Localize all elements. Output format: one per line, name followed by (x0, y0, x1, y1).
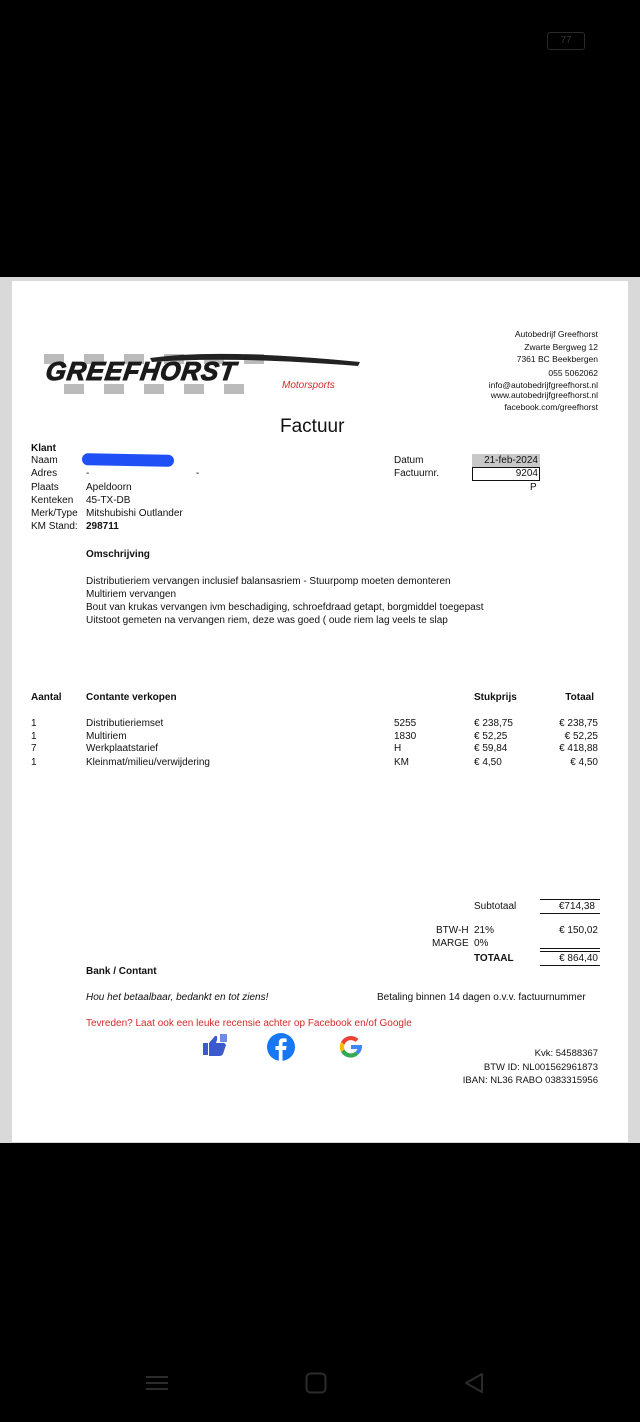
company-phone: 055 5062062 (548, 368, 598, 378)
kenteken-value: 45-TX-DB (86, 495, 131, 506)
row-description: Werkplaatstarief (86, 743, 159, 754)
company-name: Autobedrijf Greefhorst (514, 329, 598, 339)
klant-heading: Klant (31, 443, 56, 454)
redacted-name (82, 453, 174, 467)
row-totaal: € 418,88 (559, 743, 598, 754)
logo-subtext: Motorsports (282, 380, 335, 391)
label-merk: Merk/Type (31, 508, 78, 519)
row-totaal: € 52,25 (564, 731, 598, 742)
row-description: Kleinmat/milieu/verwijdering (86, 757, 210, 768)
facebook-icon[interactable] (266, 1032, 296, 1067)
row-stukprijs: € 52,25 (474, 731, 508, 742)
total-underline (540, 965, 600, 966)
row-stukprijs: € 238,75 (474, 718, 513, 729)
subtotal-underline (540, 913, 600, 914)
bank-heading: Bank / Contant (86, 966, 157, 977)
row-aantal: 1 (31, 718, 37, 729)
row-code: 5255 (394, 718, 417, 729)
factuurnr-label: Factuurnr. (394, 468, 440, 479)
company-email: info@autobedrijfgreefhorst.nl (488, 380, 598, 390)
status-bar (0, 0, 640, 276)
subtotaal-label: Subtotaal (474, 901, 517, 912)
row-aantal: 1 (31, 757, 37, 768)
review-text: Tevreden? Laat ook een leuke recensie achter op Facebook en/of Google (86, 1018, 412, 1029)
marge-label: MARGE (432, 938, 469, 949)
header-description: Contante verkopen (86, 692, 177, 703)
total-rule-top (540, 948, 600, 949)
row-stukprijs: € 4,50 (474, 757, 502, 768)
row-aantal: 1 (31, 731, 37, 742)
payment-terms: Betaling binnen 14 dagen o.v.v. factuurnummer (377, 992, 586, 1003)
marge-pct: 0% (474, 938, 489, 949)
km-value: 298711 (86, 521, 119, 532)
row-description: Distributieriemset (86, 718, 164, 729)
omschrijving-line: Multiriem vervangen (86, 589, 177, 600)
label-kenteken: Kenteken (31, 495, 74, 506)
back-icon[interactable] (463, 1372, 485, 1399)
btw-value: € 150,02 (559, 925, 598, 936)
home-icon[interactable] (305, 1372, 327, 1399)
subtotal-rule (540, 899, 600, 900)
company-website: www.autobedrijfgreefhorst.nl (490, 390, 598, 400)
label-adres: Adres (31, 468, 58, 479)
omschrijving-line: Bout van krukas vervangen ivm beschadiging, schroefdraad getapt, borgmiddel toegepast (86, 602, 484, 613)
factuurnr-value: 9204 (515, 468, 538, 479)
adres-value: - (86, 468, 90, 479)
invoice-title: Factuur (280, 416, 345, 437)
omschrijving-line: Distributieriem vervangen inclusief balansasriem - Stuurpomp moeten demonteren (86, 576, 451, 587)
btw-pct: 21% (474, 925, 495, 936)
totaal-label: TOTAAL (474, 953, 514, 964)
datum-value: 21-feb-2024 (484, 455, 538, 466)
header-stukprijs: Stukprijs (474, 692, 517, 703)
btw-id: BTW ID: NL001562961873 (483, 1062, 598, 1073)
subtotaal-value: €714,38 (558, 901, 595, 912)
thumbs-up-icon[interactable] (201, 1033, 229, 1064)
code-value: P (530, 482, 537, 493)
row-code: 1830 (394, 731, 417, 742)
row-totaal: € 238,75 (559, 718, 598, 729)
row-aantal: 7 (31, 743, 37, 754)
company-city: 7361 BC Beekbergen (516, 354, 598, 364)
thanks-text: Hou het betaalbaar, bedankt en tot ziens! (86, 992, 269, 1003)
menu-icon[interactable] (146, 1374, 168, 1397)
company-facebook: facebook.com/greefhorst (504, 402, 598, 412)
iban: IBAN: NL36 RABO 0383315956 (462, 1075, 598, 1086)
row-code: H (394, 743, 402, 754)
total-rule-bottom (540, 951, 600, 952)
battery-indicator: 77 (547, 32, 585, 50)
logo-text: GREEFHORST (43, 356, 239, 386)
label-naam: Naam (31, 455, 58, 466)
row-description: Multiriem (86, 731, 127, 742)
datum-label: Datum (394, 455, 424, 466)
omschrijving-heading: Omschrijving (86, 549, 150, 560)
omschrijving-line: Uitstoot gemeten na vervangen riem, deze was goed ( oude riem lag veels te slap (86, 615, 448, 626)
plaats-value: Apeldoorn (86, 482, 132, 493)
adres-value-2: - (196, 468, 200, 479)
totaal-value: € 864,40 (559, 953, 598, 964)
row-code: KM (394, 757, 409, 768)
kvk-number: Kvk: 54588367 (534, 1048, 598, 1059)
btw-label: BTW-H (436, 925, 469, 936)
row-totaal: € 4,50 (570, 757, 598, 768)
row-stukprijs: € 59,84 (474, 743, 508, 754)
label-km: KM Stand: (31, 521, 78, 532)
header-aantal: Aantal (31, 692, 62, 703)
google-icon[interactable] (336, 1032, 366, 1067)
company-street: Zwarte Bergweg 12 (524, 342, 598, 352)
merk-value: Mitshubishi Outlander (86, 508, 183, 519)
label-plaats: Plaats (31, 482, 59, 493)
header-totaal: Totaal (565, 692, 594, 703)
company-logo (40, 350, 370, 398)
